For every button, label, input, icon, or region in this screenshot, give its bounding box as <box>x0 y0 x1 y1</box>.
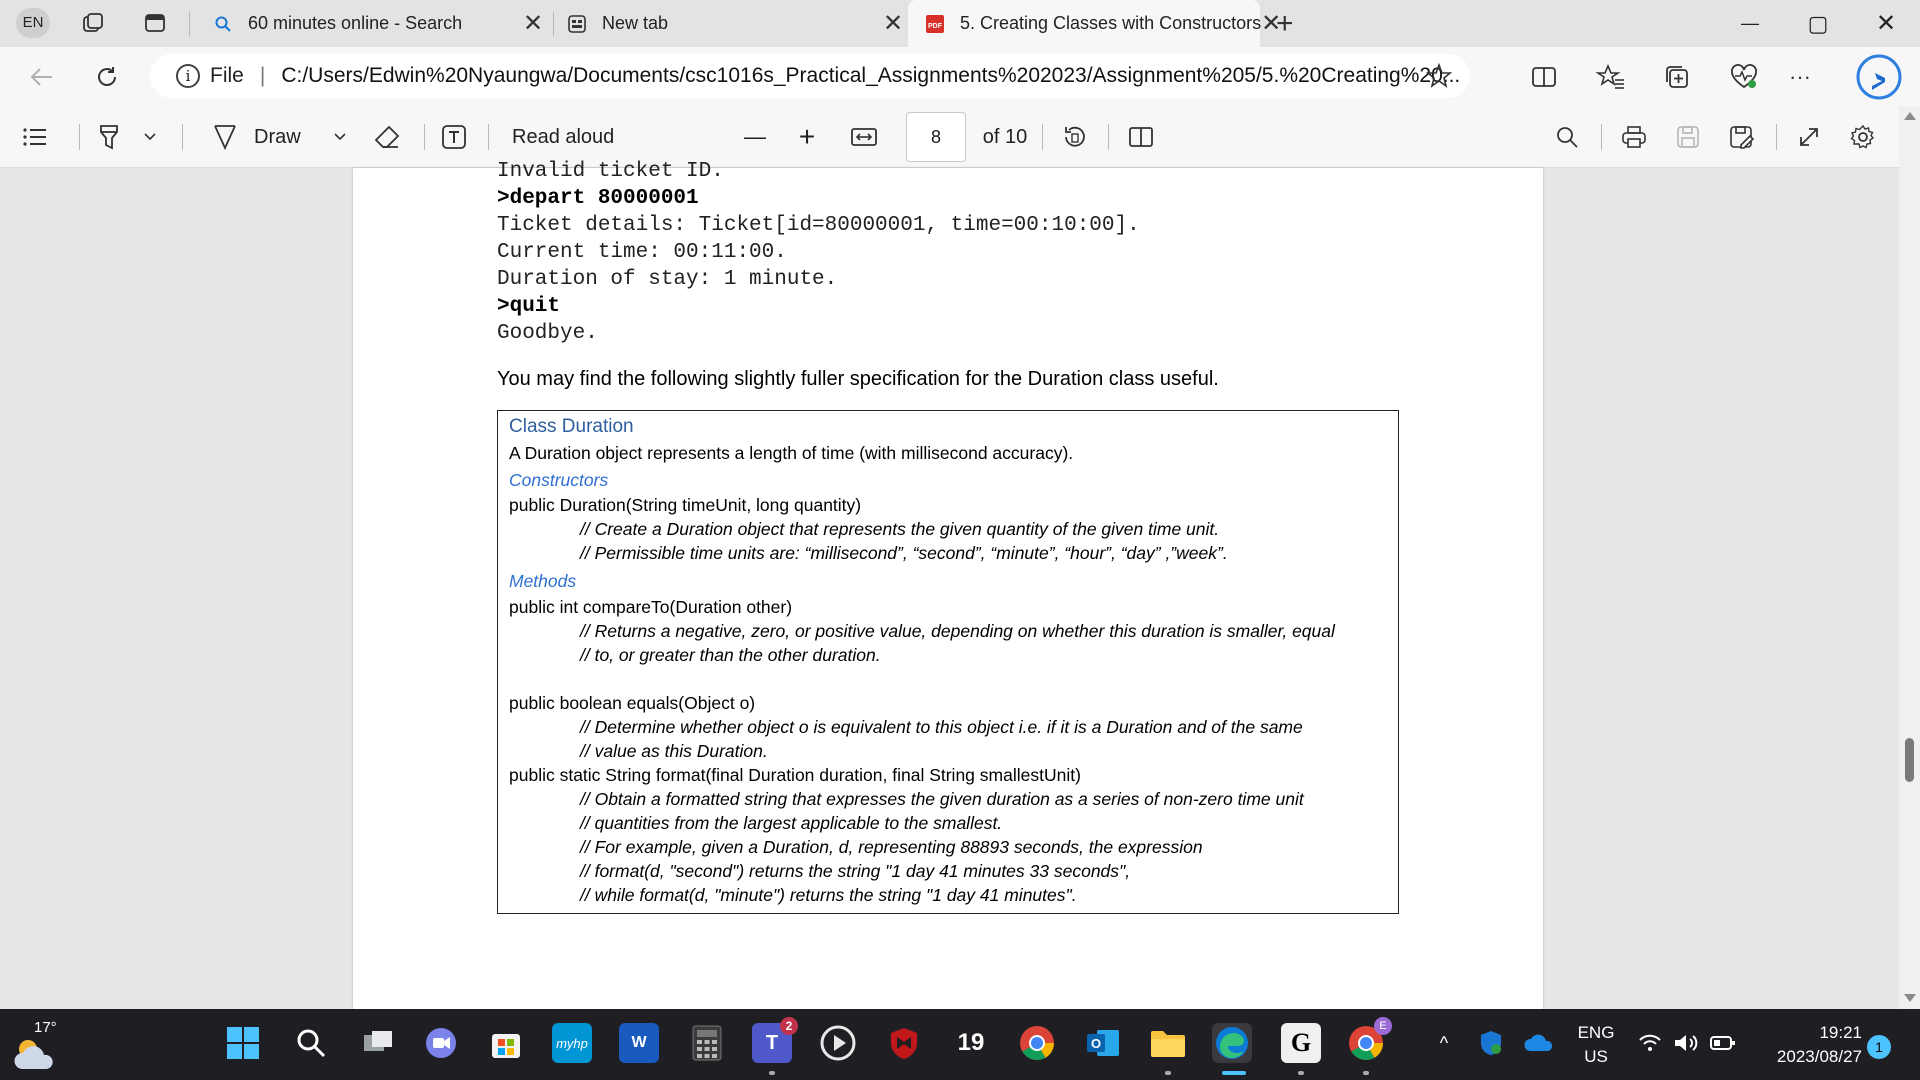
running-indicator <box>1363 1071 1369 1075</box>
comment-line: // Permissible time units are: “millisecond”, “second”, “minute”, “hour”, “day” ,”week”. <box>580 543 1228 563</box>
teams-icon[interactable] <box>752 1019 793 1063</box>
teams-icon-letter: T <box>765 1031 779 1054</box>
tab-pdf-active[interactable] <box>908 0 1282 47</box>
volume-icon <box>1673 1032 1699 1054</box>
windows-taskbar <box>0 1009 1920 1080</box>
comment-line: // to, or greater than the other duration. <box>580 645 881 665</box>
contents-icon[interactable] <box>18 120 52 154</box>
comment-line: // Returns a negative, zero, or positive value, depending on whether this duration is smaller, equal <box>580 621 1335 641</box>
wifi-icon <box>1638 1033 1662 1053</box>
console-command-line: >depart 80000001 <box>497 187 699 210</box>
page-total-label: of 10 <box>982 125 1028 148</box>
zoom-in-button[interactable]: + <box>798 121 816 152</box>
clock-time: 19:21 <box>1819 1023 1862 1042</box>
divider <box>189 12 190 36</box>
tab-strip <box>0 0 1920 47</box>
notification-count-badge[interactable]: 1 <box>1867 1035 1891 1059</box>
tab-label: New tab <box>602 13 669 33</box>
divider <box>488 124 489 150</box>
console-output-line: Current time: 00:11:00. <box>497 241 787 264</box>
fit-width-icon[interactable] <box>847 120 881 154</box>
edge-icon[interactable] <box>1212 1023 1252 1063</box>
find-icon[interactable] <box>1550 120 1584 154</box>
tab-label: 60 minutes online - Search <box>248 13 463 33</box>
rotate-icon[interactable] <box>1058 120 1092 154</box>
navigation-bar <box>0 47 1920 106</box>
save-as-icon[interactable] <box>1725 120 1759 154</box>
divider <box>1601 124 1602 150</box>
word-icon[interactable]: W <box>619 1023 659 1063</box>
compareto-signature: public int compareTo(Duration other) <box>509 597 793 617</box>
store-icon[interactable] <box>486 1023 526 1063</box>
highlight-icon[interactable] <box>92 120 126 154</box>
security-shield-icon[interactable] <box>1471 1023 1511 1063</box>
duration-spec-box <box>497 410 1399 914</box>
tab-search[interactable] <box>200 0 545 47</box>
print-icon[interactable] <box>1617 120 1651 154</box>
mcafee-icon[interactable] <box>884 1023 924 1063</box>
workspaces-icon[interactable] <box>79 10 107 36</box>
divider <box>182 124 183 150</box>
spec-title: Class Duration <box>509 416 634 437</box>
search-icon <box>212 13 234 35</box>
clock-date: 2023/08/27 <box>1776 1047 1862 1066</box>
equals-signature: public boolean equals(Object o) <box>509 693 756 713</box>
close-tab-icon[interactable]: ✕ <box>1261 10 1282 37</box>
comment-line: // quantities from the largest applicable to the smallest. <box>580 813 1003 833</box>
outlook-icon[interactable] <box>1083 1023 1123 1063</box>
minimize-button[interactable]: — <box>1741 13 1759 33</box>
console-output-line: Ticket details: Ticket[id=80000001, time=00:10:00]. <box>497 214 1140 237</box>
add-text-icon[interactable] <box>437 120 471 154</box>
draw-icon[interactable] <box>210 120 240 154</box>
folder-icon[interactable] <box>1148 1023 1188 1063</box>
pdf-viewer[interactable] <box>0 160 1920 1009</box>
page-number-input[interactable]: 8 <box>906 112 966 162</box>
divider <box>553 12 554 36</box>
comment-line: // format(d, "second") returns the string "1 day 41 minutes 33 seconds", <box>580 861 1131 881</box>
url-text[interactable]: C:/Users/Edwin%20Nyaungwa/Documents/csc1016s_Practical_Assignments%202023/Assignment%205/5.%20Creating%20... <box>281 64 1461 87</box>
bing-chat-icon[interactable] <box>1856 54 1902 100</box>
profile-badge: E <box>1374 1017 1392 1035</box>
format-signature: public static String format(final Duration duration, final String smallestUnit) <box>509 765 1081 785</box>
chat-icon[interactable] <box>421 1023 461 1063</box>
input-language[interactable] <box>1572 1021 1620 1069</box>
weather-widget[interactable] <box>12 1019 62 1073</box>
favorites-icon[interactable] <box>1594 60 1628 94</box>
close-tab-icon[interactable]: ✕ <box>882 10 904 37</box>
pdf-page <box>353 160 1543 1009</box>
running-indicator <box>1298 1071 1304 1075</box>
back-button[interactable] <box>25 60 59 94</box>
vertical-scrollbar[interactable] <box>1899 106 1920 1009</box>
comment-line: // Obtain a formatted string that expresses the given duration as a series of non-zero time unit <box>580 789 1304 809</box>
active-app-indicator <box>1222 1071 1246 1075</box>
save-icon[interactable] <box>1671 120 1705 154</box>
comment-line: // Create a Duration object that represents the given quantity of the given time unit. <box>580 519 1220 539</box>
newtab-icon <box>566 13 588 35</box>
tab-actions-icon[interactable] <box>141 10 169 36</box>
region-code: US <box>1584 1047 1608 1066</box>
intro-paragraph: You may find the following slightly fuller specification for the Duration class useful. <box>497 368 1219 390</box>
divider <box>424 124 425 150</box>
tab-new-tab[interactable] <box>560 0 905 47</box>
chrome-profile-icon[interactable] <box>1346 1020 1387 1063</box>
divider <box>1776 124 1777 150</box>
pdf-icon-text: PDF <box>928 22 942 30</box>
close-tab-icon[interactable]: ✕ <box>522 10 544 37</box>
scrollbar-thumb[interactable] <box>1905 738 1914 782</box>
play-icon[interactable] <box>818 1023 858 1063</box>
console-output-line: Goodbye. <box>497 322 598 345</box>
temperature-label: 17° <box>34 1019 57 1036</box>
console-output-line: Invalid ticket ID. <box>497 160 724 183</box>
constructor-signature: public Duration(String timeUnit, long quantity) <box>509 495 862 515</box>
comment-line: // Determine whether object o is equivalent to this object i.e. if it is a Duration and of the same <box>580 717 1303 737</box>
pdf-icon <box>924 13 946 35</box>
divider <box>79 124 80 150</box>
running-indicator <box>769 1071 775 1075</box>
new-tab-button[interactable]: + <box>1276 6 1294 40</box>
info-icon[interactable]: i <box>176 64 200 88</box>
draw-label[interactable]: Draw <box>254 125 301 148</box>
tab-label: 5. Creating Classes with Constructors <box>960 13 1262 33</box>
comment-line: // while format(d, "minute") returns the string "1 day 41 minutes". <box>580 885 1077 905</box>
windows-start-icon[interactable] <box>223 1023 263 1063</box>
search-icon[interactable] <box>291 1023 331 1063</box>
methods-heading: Methods <box>509 571 577 591</box>
pdf-toolbar <box>0 106 1920 168</box>
language-code: ENG <box>1577 1023 1615 1042</box>
calendar-icon[interactable]: 19 <box>957 1029 985 1056</box>
show-hidden-icons-chevron[interactable]: ^ <box>1439 1032 1449 1053</box>
quick-settings[interactable] <box>1638 1023 1736 1063</box>
chevron-down-icon[interactable] <box>140 120 160 154</box>
calculator-icon[interactable] <box>687 1023 727 1063</box>
cloud-sun-icon <box>12 1035 58 1071</box>
fullscreen-icon[interactable] <box>1792 120 1826 154</box>
constructors-heading: Constructors <box>509 470 609 490</box>
page-view-icon[interactable] <box>1124 120 1158 154</box>
file-scheme-label: File <box>210 64 244 87</box>
task-view-icon[interactable] <box>358 1023 398 1063</box>
eraser-icon[interactable] <box>370 120 404 154</box>
scroll-up-arrow-icon[interactable] <box>1904 112 1916 120</box>
close-window-button[interactable]: ✕ <box>1875 10 1897 37</box>
zoom-out-button[interactable]: — <box>744 124 766 149</box>
collections-icon[interactable] <box>1660 60 1694 94</box>
running-indicator <box>1165 1071 1171 1075</box>
restore-button[interactable]: ▢ <box>1807 10 1829 36</box>
address-separator: | <box>259 64 266 87</box>
grammarly-icon[interactable]: G <box>1281 1023 1321 1063</box>
scroll-down-arrow-icon[interactable] <box>1904 994 1916 1002</box>
read-aloud-button[interactable]: Read aloud <box>512 125 615 148</box>
comment-line: // For example, given a Duration, d, representing 88893 seconds, the expression <box>580 837 1203 857</box>
chevron-down-icon[interactable] <box>330 120 350 154</box>
more-options-icon[interactable]: ··· <box>1789 64 1811 89</box>
divider <box>1042 124 1043 150</box>
console-command-line: >quit <box>497 295 561 318</box>
clock[interactable] <box>1752 1021 1862 1069</box>
spec-description: A Duration object represents a length of time (with millisecond accuracy). <box>509 443 1074 463</box>
notification-badge: 2 <box>780 1017 798 1035</box>
settings-gear-icon[interactable] <box>1846 120 1880 154</box>
chrome-icon[interactable] <box>1017 1023 1057 1063</box>
comment-line: // value as this Duration. <box>580 741 768 761</box>
language-badge[interactable]: EN <box>16 8 50 38</box>
myhp-icon[interactable]: myhp <box>552 1023 592 1063</box>
outlook-icon-letter: O <box>1090 1036 1102 1051</box>
divider <box>1108 124 1109 150</box>
onedrive-cloud-icon[interactable] <box>1519 1023 1559 1063</box>
console-output-line: Duration of stay: 1 minute. <box>497 268 838 291</box>
browser-essentials-icon[interactable] <box>1727 60 1761 94</box>
split-screen-icon[interactable] <box>1527 60 1561 94</box>
address-bar[interactable] <box>150 54 1470 98</box>
refresh-button[interactable] <box>90 60 124 94</box>
favorite-star-icon[interactable] <box>1426 63 1452 95</box>
battery-icon <box>1710 1034 1736 1052</box>
